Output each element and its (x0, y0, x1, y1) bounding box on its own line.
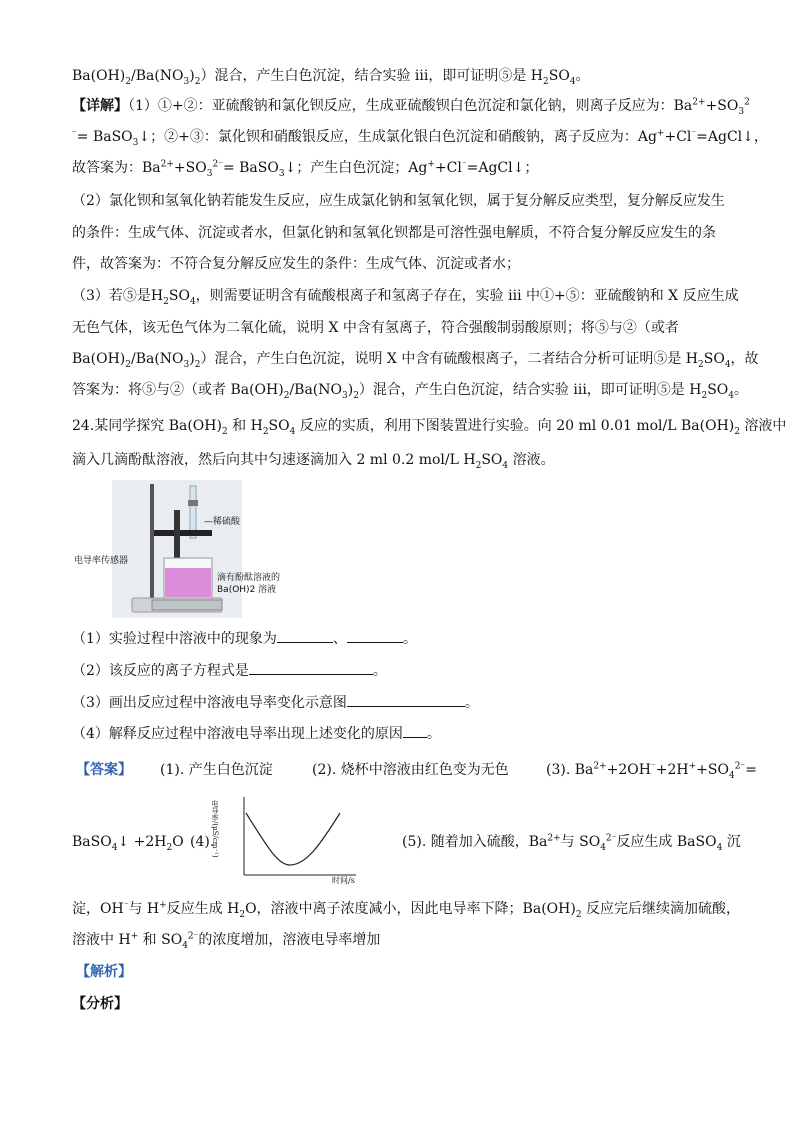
answer-5-cont: 溶液中 H+ 和 $SO_4^{2^-}$的浓度增加，溶液电导率增加 (72, 931, 381, 951)
fenxi-label: 【分析】 (72, 996, 128, 1012)
text-line: 无色气体，该无色气体为二氧化硫，说明 X 中含有氢离子，符合强酸制弱酸原则；将⑤与②（或者 (72, 320, 679, 336)
graph-xlabel: 时间/s (332, 876, 355, 885)
text-line: 故答案为：$Ba^{2+}+SO_3^{2^-}=$ BaSO$_3$↓；产生白色沉淀；Ag++Cl⁻=AgCl↓； (72, 159, 539, 179)
answer-1: (1). 产生白色沉淀 (160, 762, 273, 778)
detail-label: 【详解】 (72, 98, 128, 114)
sub-question-2: （2）该反应的离子方程式是 。 (72, 660, 387, 681)
text-line: 【详解】（1）①+②：亚硫酸钠和氯化钡反应，生成亚硫酸钡白色沉淀和氯化钠，则离子反应为：$Ba^{2+}+SO_3^2$ (72, 97, 750, 117)
answer-4-label: (4). (190, 834, 215, 850)
answer-blank[interactable] (249, 660, 373, 675)
conductivity-curve (246, 813, 340, 865)
answer-label: 【答案】 (76, 762, 132, 778)
label-sensor: 电导率传感器 (74, 556, 129, 566)
text-line: 的条件：生成气体、沉淀或者水，但氯化钠和氢氧化钡都是可溶性强电解质，不符合复分解反应发生的条 (72, 225, 716, 241)
answer-blank[interactable] (347, 692, 465, 707)
sub-question-4: （4）解释反应过程中溶液电导率出现上述变化的原因 。 (72, 723, 441, 744)
answer-blank[interactable] (347, 628, 403, 643)
answer-5: (5). 随着加入硫酸，$Ba^{2+}$与 $SO_4^{2^-}$反应生成 BaSO$_4$ 沉 (402, 833, 741, 853)
text-line: （3）若⑤是$H_2SO_4$，则需要证明含有硫酸根离子和氢离子存在，实验 iii 中①+⑤：亚硫酸钠和 X 反应生成 (72, 288, 739, 307)
question-24-stem: 24.某同学探究 $Ba(OH)_2$ 和 $H_2SO_4$ 反应的实质，利用下图装置进行实验。向 20 ml 0.01 mol/L $Ba(OH)_2$ 溶液中 (72, 418, 787, 437)
text-line: ⁻= BaSO$_3$↓；②+③：氯化钡和硝酸银反应，生成氯化银白色沉淀和硝酸钠，离子反应为：Ag++Cl⁻=AgCl↓， (72, 128, 768, 148)
answer-blank[interactable] (277, 628, 333, 643)
answer-3-cont: BaSO$_4$↓ $+2H_2O$ (72, 834, 184, 853)
answer-5-cont: 淀，OH⁻与 H+反应生成 $H_2O$，溶液中离子浓度减小，因此电导率下降；$Ba(OH)_2$ 反应完后继续滴加硫酸， (72, 900, 740, 920)
text-line: $Ba(OH)_2/Ba(NO_3)_2$）混合，产生白色沉淀，说明 X 中含有硫酸根离子，二者结合分析可证明⑤是 $H_2SO_4$，故 (72, 351, 759, 370)
sub-question-3: （3）画出反应过程中溶液电导率变化示意图 。 (72, 692, 479, 713)
answer-2: (2). 烧杯中溶液由红色变为无色 (312, 762, 509, 778)
graph-ylabel: 电导率/(μS/cm⁻¹) (211, 800, 219, 858)
text-line: 件，故答案为：不符合复分解反应发生的条件：生成气体、沉淀或者水； (72, 256, 520, 272)
label-solution: 滴有酚酞溶液的 Ba(OH)2 溶液 (217, 573, 281, 595)
text-line: $Ba(OH)_2/Ba(NO_3)_2$）混合，产生白色沉淀，结合实验 iii，即可证明⑤是 $H_2SO_4$。 (72, 68, 590, 87)
label-acid: —稀硫酸 (204, 517, 241, 527)
text-line: （2）氯化钡和氢氧化钠若能发生反应，应生成氯化钠和氢氧化钡，属于复分解反应类型，复分解反应发生 (72, 193, 725, 209)
analysis-label: 【解析】 (76, 964, 132, 980)
answer-blank[interactable] (403, 723, 427, 738)
sub-question-1: （1）实验过程中溶液中的现象为 、 。 (72, 628, 417, 649)
apparatus-photo (112, 480, 242, 618)
text-line: 答案为：将⑤与②（或者 $Ba(OH)_2/Ba(NO_3)_2$）混合，产生白色沉淀，结合实验 iii，即可证明⑤是 $H_2SO_4$。 (72, 382, 749, 401)
answer-3: (3). $Ba^{2+}+2OH^{^-}+2H^++SO_4^{2^-}=$ (546, 761, 757, 781)
question-24-stem: 滴入几滴酚酞溶液，然后向其中匀速逐滴加入 2 ml 0.2 mol/L $H_2SO_4$ 溶液。 (72, 452, 555, 471)
apparatus-illustration (112, 480, 242, 618)
